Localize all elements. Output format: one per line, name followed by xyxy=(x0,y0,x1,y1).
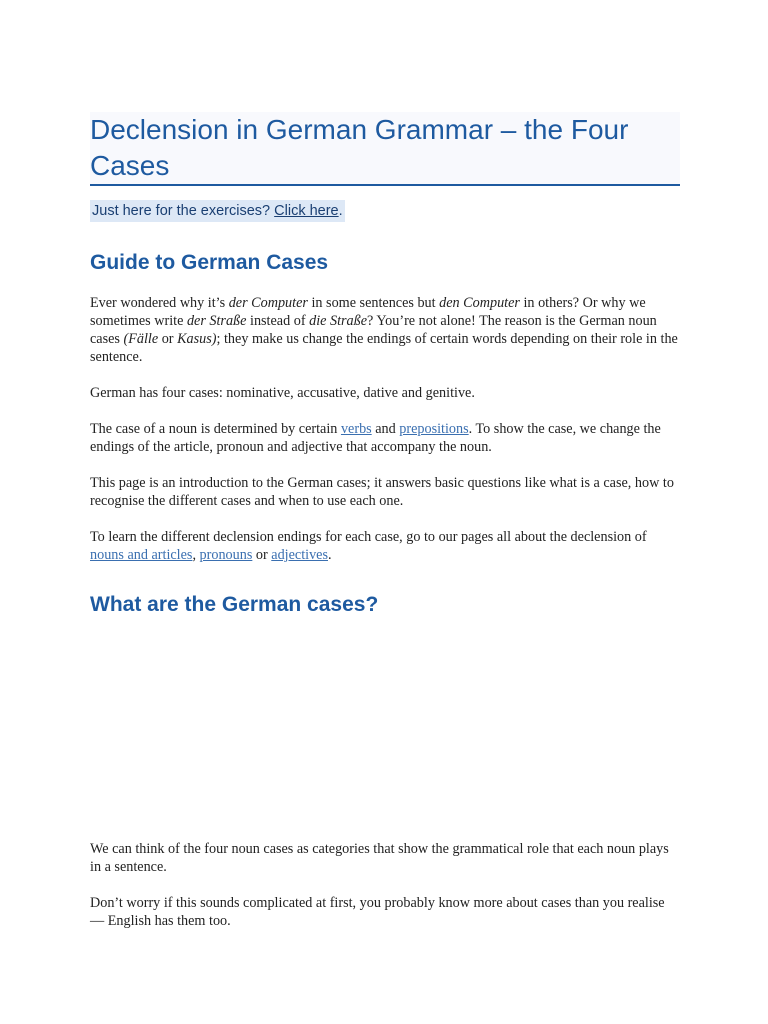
declension-links-paragraph xyxy=(90,528,680,564)
para1-italic-der-strasse: der Straße xyxy=(186,313,247,329)
pronouns-link[interactable]: pronouns xyxy=(199,547,253,563)
prepositions-link[interactable]: prepositions xyxy=(399,421,469,437)
para1-text-3: in others? Or why we sometimes write xyxy=(90,295,646,329)
para1-text-5: ? You’re not alone! The reason is the German noun cases xyxy=(90,313,657,347)
para1-text-2: in some sentences but xyxy=(307,295,440,311)
page-title: Declension in German Grammar – the Four Cases xyxy=(90,114,629,181)
para5-text-1: To learn the different declension endings for each case, go to our pages all about the declension of xyxy=(90,529,647,545)
adjectives-link[interactable]: adjectives xyxy=(271,547,328,563)
four-cases-paragraph: German has four cases: nominative, accusative, dative and genitive. xyxy=(90,385,475,401)
verbs-link[interactable]: verbs xyxy=(340,421,372,437)
introduction-paragraph: This page is an introduction to the German cases; it answers basic questions like what is a case, how to recognise the different cases and when to use each one. xyxy=(90,475,674,509)
dont-worry-paragraph: Don’t worry if this sounds complicated at first, you probably know more about cases than you realise — English has them too. xyxy=(90,895,665,929)
exercise-banner-period: . xyxy=(338,203,343,219)
exercises-link[interactable]: Click here xyxy=(274,203,339,219)
para3-text-2: and xyxy=(371,421,400,437)
para5-text-4: . xyxy=(328,547,332,563)
para5-text-2: , xyxy=(192,547,200,563)
exercise-banner xyxy=(90,200,345,222)
para1-italic-den-computer: den Computer xyxy=(439,295,520,311)
title-block xyxy=(90,112,680,186)
guide-heading: Guide to German Cases xyxy=(90,251,329,274)
para3-text-3: . To show the case, we change the endings of the article, pronoun and adjective that accompany the noun. xyxy=(90,421,661,455)
para1-italic-die-strasse: die Straße xyxy=(309,313,368,329)
categories-paragraph: We can think of the four noun cases as categories that show the grammatical role that each noun plays in a sentence. xyxy=(90,841,669,875)
para3-text-1: The case of a noun is determined by certain xyxy=(90,421,341,437)
para1-text-1: Ever wondered why it’s xyxy=(90,295,229,311)
para1-italic-faelle: (Fälle xyxy=(123,331,159,347)
intro-paragraph xyxy=(90,294,680,366)
para1-italic-der-computer: der Computer xyxy=(228,295,308,311)
para1-text-7: ; they make us change the endings of certain words depending on their role in the sentence. xyxy=(90,331,678,365)
para1-italic-kasus: Kasus) xyxy=(177,331,217,347)
what-are-cases-heading: What are the German cases? xyxy=(90,593,379,616)
para1-text-4: instead of xyxy=(246,313,310,329)
para1-text-6: or xyxy=(158,331,178,347)
case-determination-paragraph xyxy=(90,420,680,456)
nouns-and-articles-link[interactable]: nouns and articles xyxy=(90,547,193,563)
para5-text-3: or xyxy=(252,547,272,563)
exercise-banner-text: Just here for the exercises? xyxy=(92,203,275,219)
